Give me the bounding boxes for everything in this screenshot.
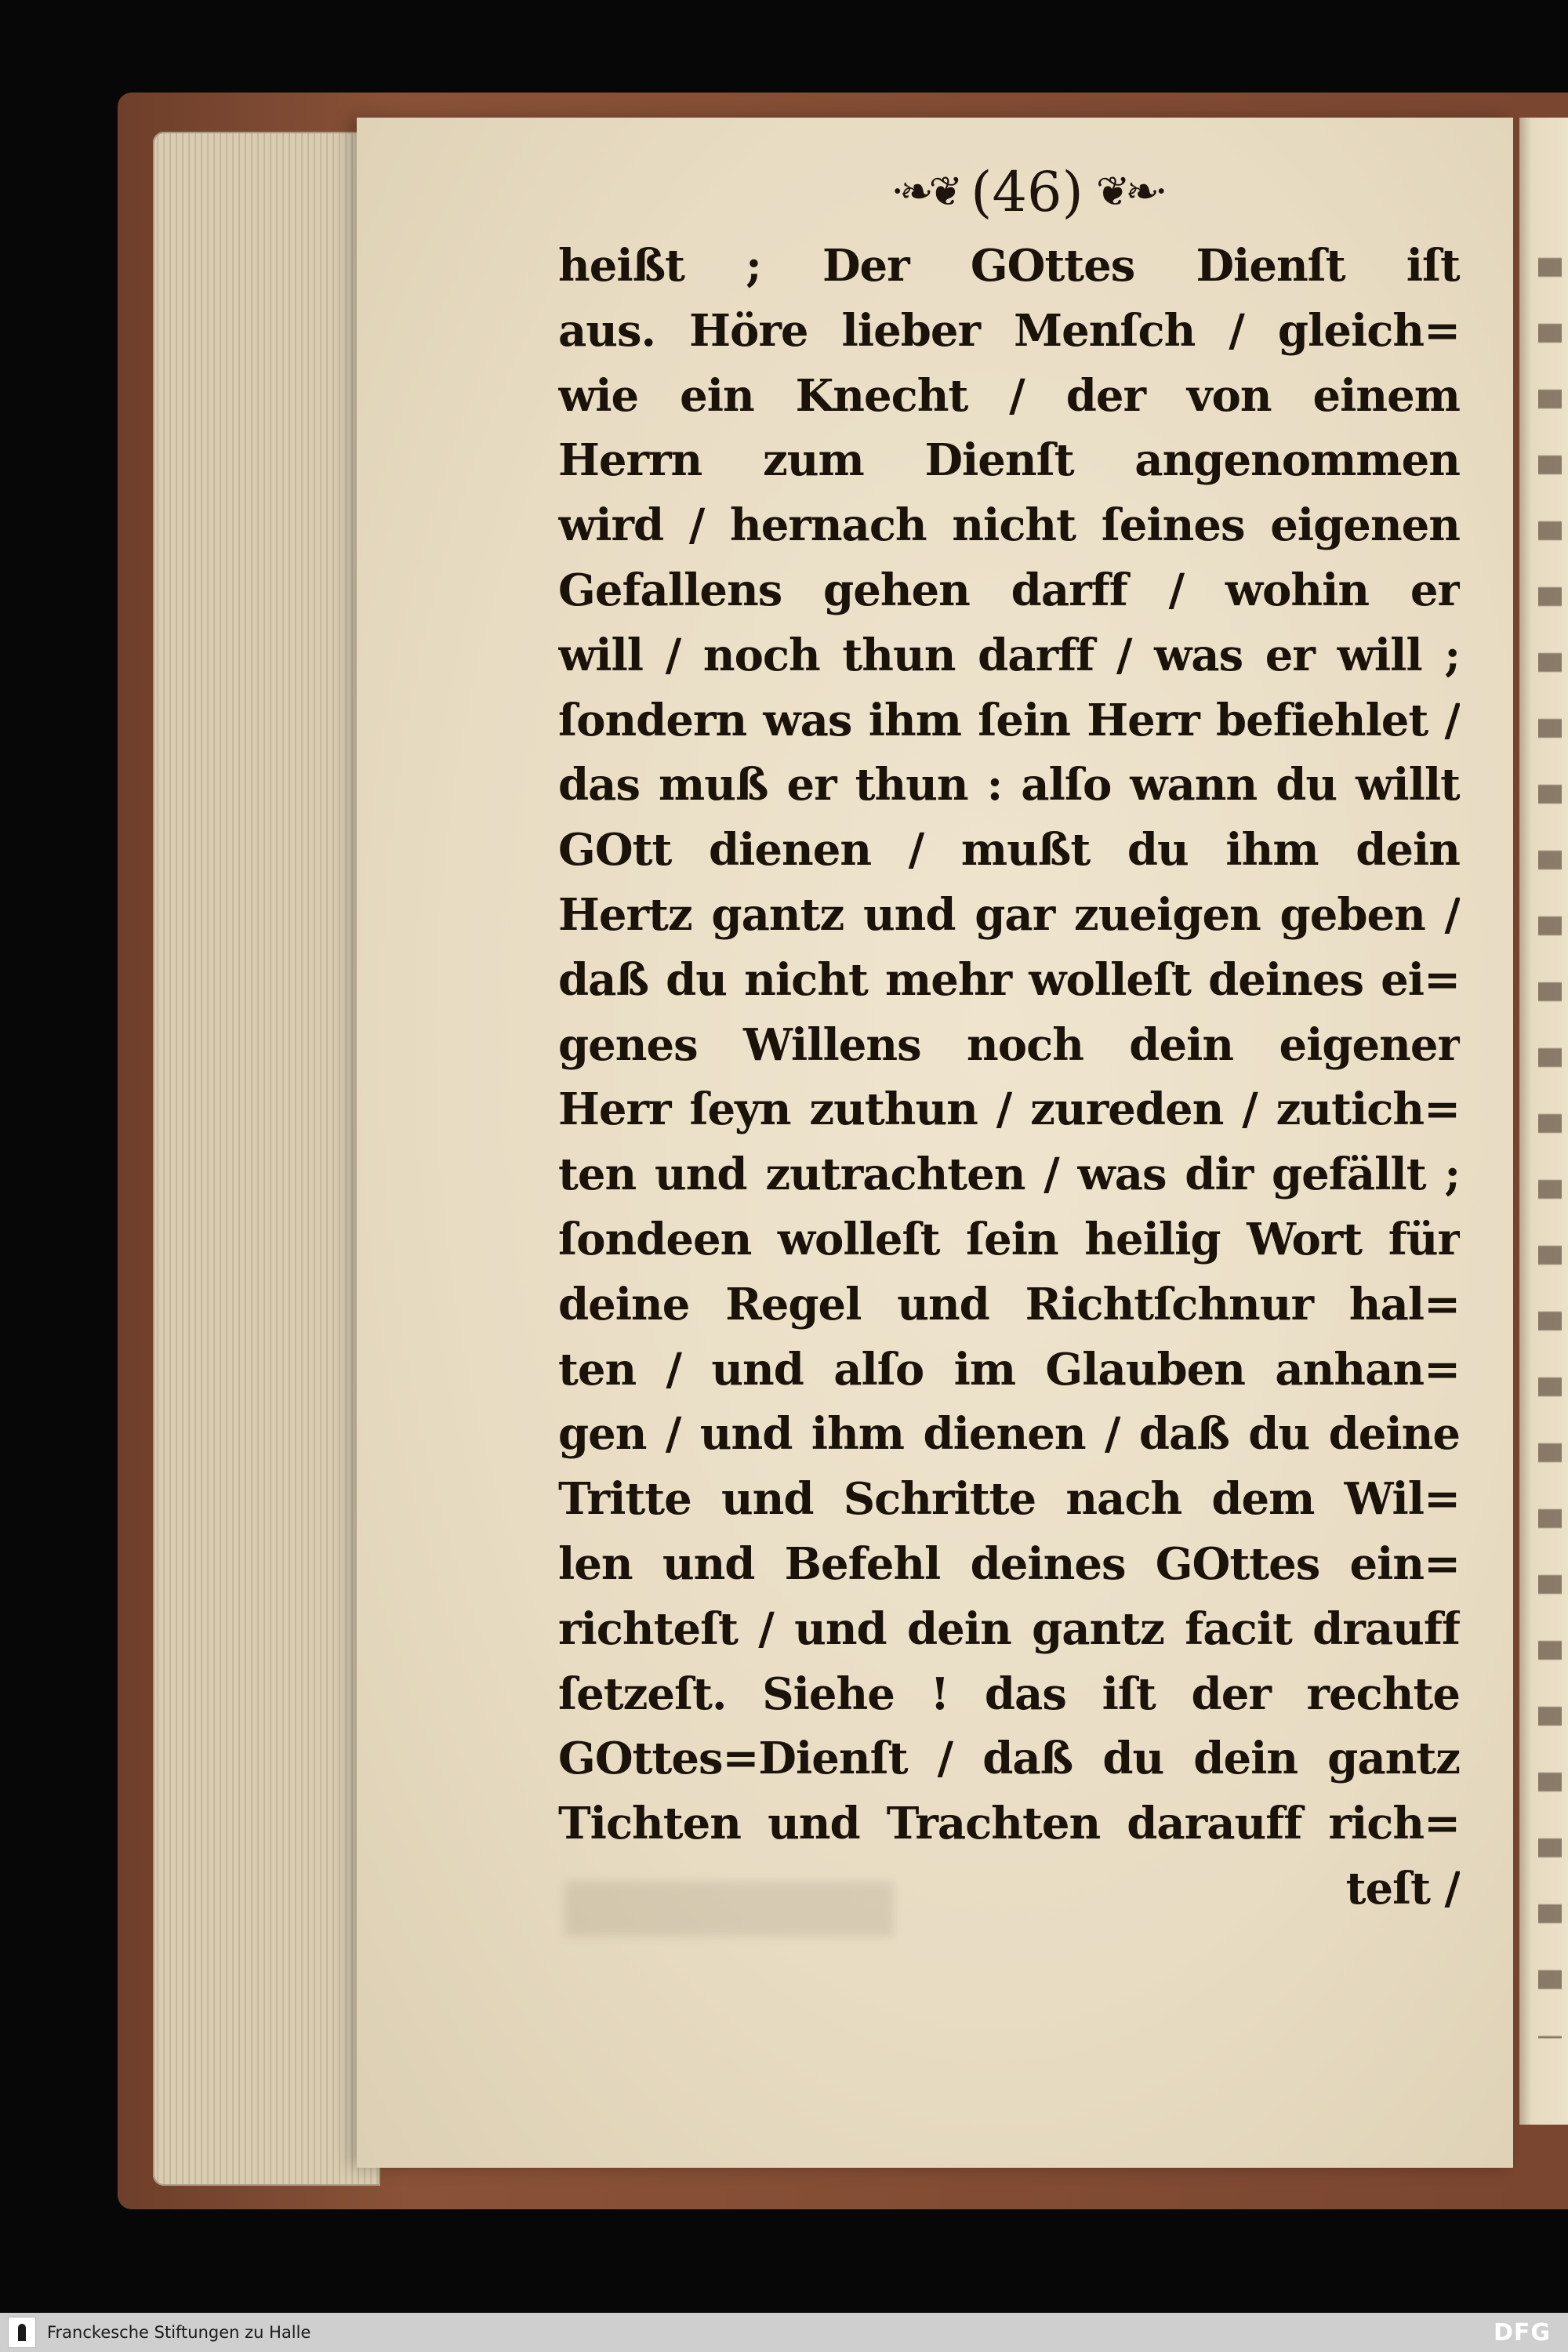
text-line: genes Willens noch dein eigener bbox=[558, 1018, 1460, 1071]
text-line: wird / hernach nicht ſeines eigenen bbox=[558, 499, 1460, 552]
text-line: Herrn zum Dienſt angenommen bbox=[558, 434, 1460, 487]
viewer-footer bbox=[0, 2313, 1568, 2352]
building-icon bbox=[8, 2317, 36, 2348]
page-number: (46) bbox=[971, 160, 1083, 224]
dfg-logo: DFG bbox=[1493, 2318, 1551, 2347]
text-line: heißt ; Der GOttes Dienſt iſt bbox=[558, 240, 1460, 292]
page-edges bbox=[153, 132, 380, 2186]
text-line: wie ein Knecht / der von einem bbox=[558, 369, 1460, 422]
page-header bbox=[839, 157, 1215, 227]
text-line: ten und zutrachten / was dir gefällt ; bbox=[558, 1149, 1460, 1201]
institution-credit bbox=[0, 2317, 310, 2348]
text-line: richteſt / und dein gantz facit drauff bbox=[558, 1602, 1460, 1655]
text-line: daß du nicht mehr wolleſt deines ei= bbox=[558, 953, 1460, 1006]
body-text bbox=[558, 234, 1460, 1922]
text-line: ſetzeſt. Siehe ! das iſt der rechte bbox=[558, 1668, 1460, 1720]
ink-bleed-through bbox=[564, 1882, 894, 1936]
text-line: Herr ſeyn zuthun / zureden / zutich= bbox=[558, 1083, 1460, 1136]
text-line: Hertz gantz und gar zueigen geben / bbox=[558, 888, 1460, 941]
text-line: ſondeen wolleſt ſein heilig Wort für bbox=[558, 1213, 1460, 1265]
text-line: GOttes=Dienſt / daß du dein gantz bbox=[558, 1733, 1460, 1785]
text-line: will / noch thun darff / was er will ; bbox=[558, 629, 1460, 681]
facing-page-text-fragments bbox=[1538, 235, 1562, 2038]
text-line: aus. Höre lieber Menſch / gleich= bbox=[558, 304, 1460, 357]
text-line: das muß er thun : alſo wann du willt bbox=[558, 759, 1460, 811]
text-line: Gefallens gehen darff / wohin er bbox=[558, 564, 1460, 616]
catchword: teſt / bbox=[1345, 1862, 1460, 1915]
institution-name: Franckesche Stiftungen zu Halle bbox=[47, 2323, 311, 2342]
ornament-right-icon: ❦❧· bbox=[1095, 169, 1163, 216]
text-line: Tritte und Schritte nach dem Wil= bbox=[558, 1473, 1460, 1526]
text-line: Tichten und Trachten darauff rich= bbox=[558, 1798, 1460, 1850]
text-line: ſondern was ihm ſein Herr befiehlet / bbox=[558, 694, 1460, 746]
text-line: ten / und alſo im Glauben anhan= bbox=[558, 1343, 1460, 1396]
text-line: GOtt dienen / mußt du ihm dein bbox=[558, 824, 1460, 877]
text-line: len und Befehl deines GOttes ein= bbox=[558, 1537, 1460, 1590]
text-line: deine Regel und Richtſchnur hal= bbox=[558, 1278, 1460, 1330]
text-line: gen / und ihm dienen / daß du deine bbox=[558, 1408, 1460, 1461]
ornament-left-icon: ·❧❦ bbox=[891, 169, 959, 216]
